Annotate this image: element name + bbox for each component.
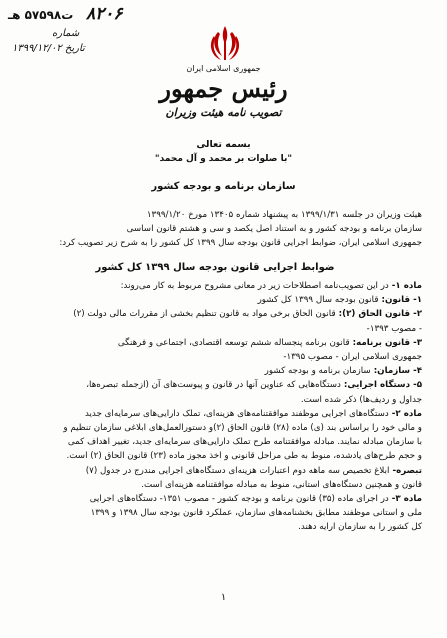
body-line xyxy=(24,378,422,392)
article-heading: تبصره- xyxy=(389,465,422,476)
bismillah: بسمه تعالی xyxy=(196,139,251,150)
cabinet-decree-title: تصویب نامه هیئت وزیران xyxy=(165,106,282,119)
body-line xyxy=(24,478,422,492)
date-line xyxy=(12,43,85,54)
republic-label: جمهوری اسلامی ایران xyxy=(186,64,261,73)
body-line xyxy=(24,364,422,378)
emblem-icon xyxy=(208,24,242,64)
article-text: سازمان برنامه و بودجه کشور xyxy=(264,366,371,377)
body-line xyxy=(24,279,422,293)
addressee: سازمان برنامه و بودجه کشور xyxy=(151,181,296,192)
body-line xyxy=(24,393,422,407)
article-heading: ۴- سازمان: xyxy=(370,366,422,377)
article-text: کل کشور را به سازمان ارایه دهند. xyxy=(298,522,422,533)
document-reference: ت۵۷۵۹۸ هـ xyxy=(8,8,74,22)
article-heading: ۵- دستگاه اجرایی: xyxy=(340,380,422,391)
article-text: و مالی خود را براساس بند (ی) ماده (۲۸) قانون الحاق (۲)و دستورالعمل‌های ابلاغی سازمان تنظیم و xyxy=(63,423,422,434)
intro-line: جمهوری اسلامی ایران، ضوابط اجرایی قانون بودجه سال ۱۳۹۹ کل کشور را به شرح زیر تصویب کرد: xyxy=(59,238,422,249)
body-line xyxy=(24,435,422,449)
article-heading: ماده ۳- xyxy=(388,494,422,505)
body-line xyxy=(24,464,422,478)
president-title: رئیس جمهور xyxy=(159,74,288,103)
article-text: قانون الحاق برخی مواد به قانون تنظیم بخشی از مقررات مالی دولت (۲) xyxy=(73,309,336,320)
section-title: ضوابط اجرایی قانون بودجه سال ۱۳۹۹ کل کشور xyxy=(95,262,335,273)
article-heading: ۱- قانون: xyxy=(378,295,422,306)
article-text: - مصوب ۱۳۹۳- xyxy=(366,323,422,334)
article-heading: ۳- قانون برنامه: xyxy=(349,337,422,348)
article-text: جمهوری اسلامی ایران - مصوب ۱۳۹۵- xyxy=(283,352,422,363)
body-line xyxy=(24,407,422,421)
date-label: تاریخ xyxy=(64,43,85,54)
article-text: قانون و همچنین دستگاه‌های استانی، منوط به مبادله موافقتنامه هزینه‌ای است. xyxy=(141,479,422,490)
body-line xyxy=(24,449,422,463)
article-text: دستگاه‌هایی که عناوین آنها در قانون و پیوست‌های آن (ازجمله تبصره‌ها، xyxy=(86,380,341,391)
body-line xyxy=(24,520,422,534)
article-text: قانون بودجه سال ۱۳۹۹ کل کشور xyxy=(257,295,379,306)
salawat: "با صلوات بر محمد و آل محمد" xyxy=(154,154,293,164)
article-text: در این تصویب‌نامه اصطلاحات زیر در معانی مشروح مربوط به کار می‌روند: xyxy=(120,281,389,291)
article-text: دستگاه‌های اجرایی موظفند موافقتنامه‌های هزینه‌ای، تملک دارایی‌های سرمایه‌ای جدید xyxy=(84,408,389,419)
body-line xyxy=(24,336,422,350)
body-line xyxy=(24,506,422,520)
intro-line: سازمان برنامه و بودجه کشور و به استناد اصل یکصد و سی و هشتم قانون اساسی xyxy=(126,224,422,235)
article-heading: ماده ۱- xyxy=(388,281,422,291)
body-line xyxy=(24,492,422,506)
body-line xyxy=(24,322,422,336)
article-heading: ۲- قانون الحاق (۲): xyxy=(335,309,422,320)
body-line xyxy=(24,350,422,364)
article-text: با سازمان مبادله نمایند. مبادله موافقتنامه طرح تملک دارایی‌های سرمایه‌ای جدید، تغییر اهداف کمی xyxy=(67,437,422,448)
number-label: شماره xyxy=(52,28,80,39)
body-line xyxy=(24,293,422,307)
article-heading: ماده ۲- xyxy=(388,408,422,419)
body-line xyxy=(24,421,422,435)
article-text: در اجرای ماده (۳۵) قانون برنامه و بودجه کشور - مصوب ۱۳۵۱- دستگاه‌های اجرایی xyxy=(89,494,389,505)
document-number: ۸۲۰۶ xyxy=(86,4,123,24)
page-number: ۱ xyxy=(220,592,227,603)
article-text: جداول و ردیف‌ها) ذکر شده است. xyxy=(300,394,422,405)
article-text: ابلاغ تخصیص سه ماهه دوم اعتبارات هزینه‌ای دستگاه‌های اجرایی مندرج در جدول (۷) xyxy=(85,465,390,476)
intro-paragraph xyxy=(24,208,422,251)
intro-line: هیئت وزیران در جلسه ۱۳۹۹/۱/۳۱ به پیشنهاد شماره ۱۳۴۰۵ مورخ ۱۳۹۹/۱/۲۰ xyxy=(146,210,422,220)
article-text: قانون برنامه پنجساله ششم توسعه اقتصادی، اجتماعی و فرهنگی xyxy=(117,337,350,348)
article-text: ملی و استانی موظفند مطابق بخشنامه‌های سازمان، عملکرد قانون بودجه سال ۱۳۹۸ و ۱۳۹۹ xyxy=(90,508,422,519)
date-value: ۱۳۹۹/۱۲/۰۲ xyxy=(12,43,62,54)
articles-body xyxy=(24,279,422,535)
body-line xyxy=(24,307,422,321)
article-text: و حجم طرح‌های یادشده، منوط به طی مراحل قانونی و اخذ مجوز ماده (۲۳) قانون الحاق (۲) است. xyxy=(66,451,422,462)
